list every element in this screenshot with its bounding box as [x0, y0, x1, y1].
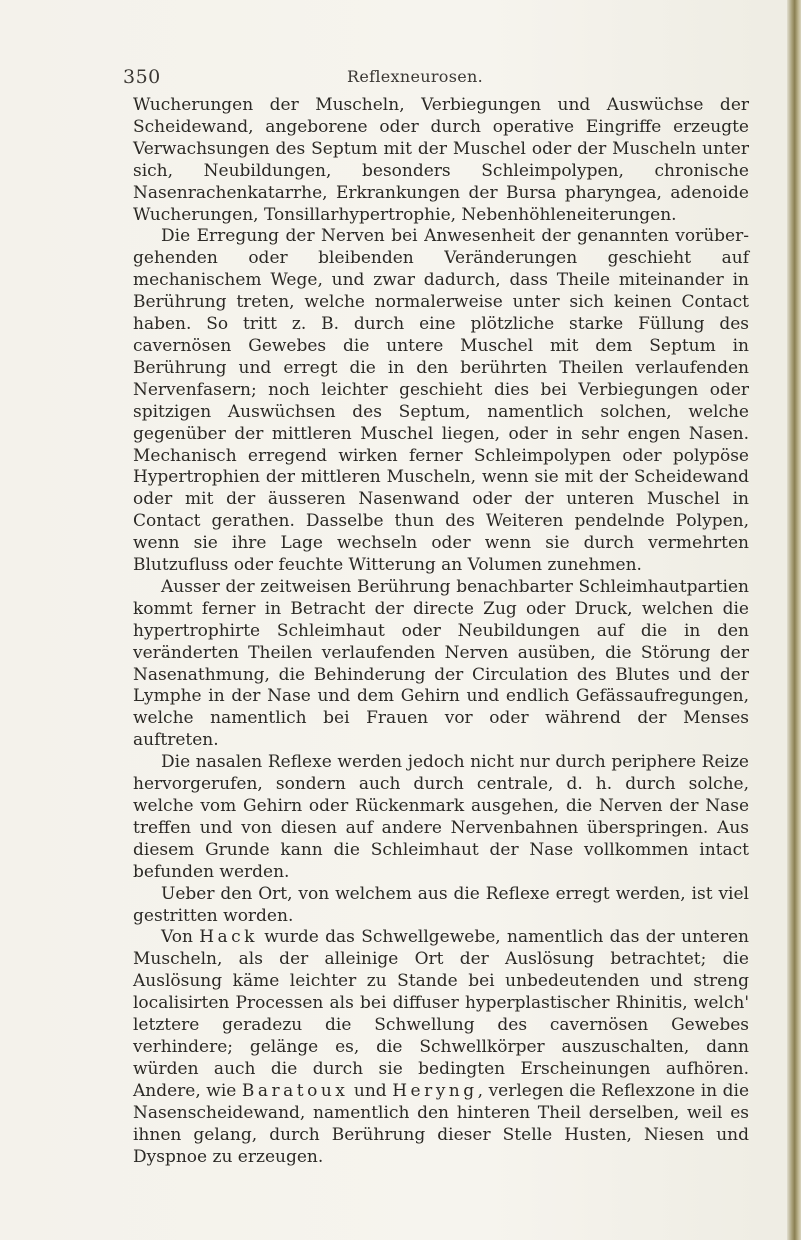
paragraph-6-intro: Von [161, 927, 200, 948]
page-edge [787, 0, 801, 1240]
paragraph-1: Wucherungen der Muscheln, Verbiegungen und Auswüchse der Scheidewand, angeborene oder durch operative Eingriffe erzeugte Verwachsungen des Septum mit der Muschel oder der Muscheln unter sich, Neubildungen, besonders Schleimpolypen, chronische Nasenrachenkatarrhe, Erkrankungen der Bursa pharyngea, adenoide Wucherungen, Tonsillarhypertrophie, Nebenhöhleneiterungen. [133, 95, 749, 225]
paragraph-6-part3: , verlegen die Reflexzone in die Nasenscheidewand, namentlich den hinteren Theil derselben, weil es ihnen gelang, durch Berührung dieser Stelle Husten, Niesen und Dyspnoe zu erzeugen. [133, 1080, 750, 1167]
body-text [133, 95, 749, 1168]
paragraph-6-part2: und [348, 1080, 393, 1101]
author-name-baratoux: Baratoux [241, 1080, 349, 1101]
author-name-heryng: Heryng [392, 1080, 478, 1101]
paragraph-6-part1: wurde das Schwellgewebe, namentlich das der unteren Muscheln, als der alleinige Ort der Auslösung betrachtet; die Auslösung käme leichter zu Stande bei unbedeutenden und streng localisirten Processen als bei diffuser hyperplastischer Rhinitis, welch' letztere geradezu die Schwellung des cavernösen Gewebes verhindere; gelänge es, die Schwellkörper auszuschalten, dann würden auch die durch sie bedingten Erscheinungen aufhören. Andere, wie [133, 927, 749, 1101]
paragraph-2: Die Erregung der Nerven bei Anwesenheit der genannten vorübergehenden oder bleibenden Veränderungen geschieht auf mechanischem Wege, und zwar dadurch, dass Theile miteinander in Berührung treten, welche normalerweise unter sich keinen Contact haben. So tritt z. B. durch eine plötzliche starke Füllung des cavernösen Gewebes die untere Muschel mit dem Septum in Berührung und erregt die in den berührten Theilen verlaufenden Nervenfasern; noch leichter geschieht dies bei Verbiegungen oder spitzigen Auswüchsen des Septum, namentlich solchen, welche gegenüber der mittleren Muschel liegen, oder in sehr engen Nasen. Mechanisch erregend wirken ferner Schleimpolypen oder polypöse Hypertrophien der mittleren Muscheln, wenn sie mit der Scheidewand oder mit der äusseren Nasenwand oder der unteren Muschel in Contact gerathen. Dasselbe thun des Weiteren pendelnde Polypen, wenn sie ihre Lage wechseln oder wenn sie durch vermehrten Blutzufluss oder feuchte Witterung an Volumen zunehmen. [133, 226, 749, 576]
page-header [0, 66, 801, 88]
author-name-hack: Hack [199, 927, 258, 948]
paragraph-5: Ueber den Ort, von welchem aus die Reflexe erregt werden, ist viel gestritten worden. [133, 883, 749, 926]
page-number: 350 [123, 66, 161, 88]
paragraph-3: Ausser der zeitweisen Berührung benachbarter Schleimhautpartien kommt ferner in Betracht der directe Zug oder Druck, welchen die hypertrophirte Schleimhaut oder Neubildungen auf die in den veränderten Theilen verlaufenden Nerven ausüben, die Störung der Nasenathmung, die Behinderung der Circulation des Blutes und der Lymphe in der Nase und dem Gehirn und endlich Gefässaufregungen, welche namentlich bei Frauen vor oder während der Menses auftreten. [133, 576, 749, 751]
paragraph-6 [133, 927, 749, 1168]
running-title: Reflexneurosen. [347, 67, 483, 86]
paragraph-4: Die nasalen Reflexe werden jedoch nicht nur durch periphere Reize hervorgerufen, sondern auch durch centrale, d. h. durch solche, welche vom Gehirn oder Rückenmark ausgehen, die Nerven der Nase treffen und von diesen auf andere Nervenbahnen überspringen. Aus diesem Grunde kann die Schleimhaut der Nase vollkommen intact befunden werden. [133, 752, 749, 882]
